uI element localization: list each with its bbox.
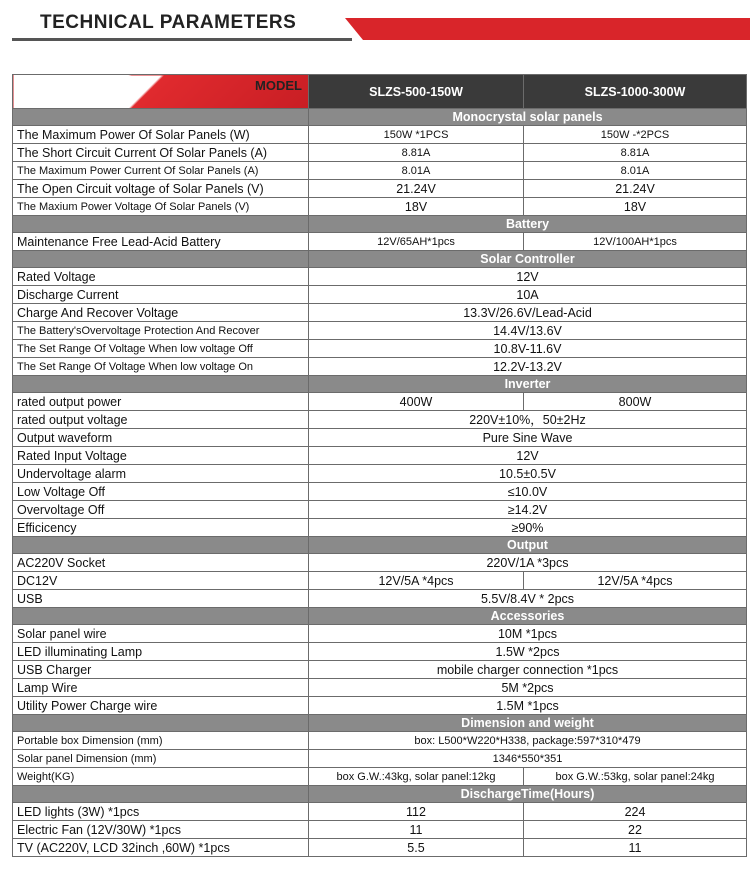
table-row <box>13 304 747 322</box>
row-label: Low Voltage Off <box>13 483 309 501</box>
table-row <box>13 144 747 162</box>
table-row <box>13 590 747 608</box>
row-value-1: 400W <box>309 393 524 411</box>
model-2-header: SLZS-1000-300W <box>524 75 747 109</box>
row-value-1: 18V <box>309 198 524 216</box>
section-header <box>13 786 747 803</box>
table-row <box>13 322 747 340</box>
table-row <box>13 233 747 251</box>
row-label: Efficicency <box>13 519 309 537</box>
row-value-2: 8.81A <box>524 144 747 162</box>
row-label: USB Charger <box>13 661 309 679</box>
model-1-header: SLZS-500-150W <box>309 75 524 109</box>
row-value: 5.5V/8.4V * 2pcs <box>309 590 747 608</box>
section-header <box>13 715 747 732</box>
row-value-1: 12V/65AH*1pcs <box>309 233 524 251</box>
table-row <box>13 803 747 821</box>
row-value: 13.3V/26.6V/Lead-Acid <box>309 304 747 322</box>
section-title-output: Output <box>309 537 747 554</box>
row-value-2: 12V/5A *4pcs <box>524 572 747 590</box>
table-row <box>13 198 747 216</box>
row-value-1: 11 <box>309 821 524 839</box>
row-label: The Open Circuit voltage of Solar Panels (V) <box>13 180 309 198</box>
row-label: Solar panel wire <box>13 625 309 643</box>
row-label: Discharge Current <box>13 286 309 304</box>
row-label: Output waveform <box>13 429 309 447</box>
row-value: 5M *2pcs <box>309 679 747 697</box>
table-row <box>13 162 747 180</box>
row-value-2: 22 <box>524 821 747 839</box>
table-row <box>13 465 747 483</box>
row-value-2: 11 <box>524 839 747 857</box>
row-label: TV (AC220V, LCD 32inch ,60W) *1pcs <box>13 839 309 857</box>
row-label: Rated Voltage <box>13 268 309 286</box>
row-label: USB <box>13 590 309 608</box>
row-value: ≥14.2V <box>309 501 747 519</box>
table-row <box>13 554 747 572</box>
table-row <box>13 501 747 519</box>
section-title-dimension: Dimension and weight <box>309 715 747 732</box>
row-value-2: 224 <box>524 803 747 821</box>
row-label: The Maximum Power Current Of Solar Panels (A) <box>13 162 309 180</box>
model-label: MODEL <box>255 78 302 93</box>
row-label: rated output voltage <box>13 411 309 429</box>
row-label: AC220V Socket <box>13 554 309 572</box>
table-row <box>13 126 747 144</box>
row-value: 10A <box>309 286 747 304</box>
row-label: LED lights (3W) *1pcs <box>13 803 309 821</box>
row-label: The Set Range Of Voltage When low voltage On <box>13 358 309 376</box>
section-title-inverter: Inverter <box>309 376 747 393</box>
table-row <box>13 180 747 198</box>
table-row <box>13 679 747 697</box>
table-row <box>13 661 747 679</box>
row-label: Rated Input Voltage <box>13 447 309 465</box>
row-value-2: 12V/100AH*1pcs <box>524 233 747 251</box>
row-label: Maintenance Free Lead-Acid Battery <box>13 233 309 251</box>
section-header <box>13 376 747 393</box>
table-row <box>13 768 747 786</box>
section-header <box>13 216 747 233</box>
specification-label: SPECIFICATION <box>23 90 123 105</box>
row-value: 14.4V/13.6V <box>309 322 747 340</box>
spec-table <box>12 74 747 857</box>
row-value: 10M *1pcs <box>309 625 747 643</box>
row-label: Charge And Recover Voltage <box>13 304 309 322</box>
section-title-discharge: DischargeTime(Hours) <box>309 786 747 803</box>
row-label: Utility Power Charge wire <box>13 697 309 715</box>
table-row <box>13 340 747 358</box>
row-label: The Maxium Power Voltage Of Solar Panels (V) <box>13 198 309 216</box>
table-row <box>13 286 747 304</box>
row-value: 12V <box>309 268 747 286</box>
page-title: TECHNICAL PARAMETERS <box>40 12 297 33</box>
section-title-controller: Solar Controller <box>309 251 747 268</box>
row-label: Portable box Dimension (mm) <box>13 732 309 750</box>
row-value: 10.5±0.5V <box>309 465 747 483</box>
table-row <box>13 447 747 465</box>
row-value: 220V/1A *3pcs <box>309 554 747 572</box>
row-label: The Maximum Power Of Solar Panels (W) <box>13 126 309 144</box>
section-header <box>13 251 747 268</box>
row-value: 10.8V-11.6V <box>309 340 747 358</box>
table-row <box>13 358 747 376</box>
row-value: 1.5M *1pcs <box>309 697 747 715</box>
row-value-2: 800W <box>524 393 747 411</box>
row-value-1: 112 <box>309 803 524 821</box>
row-value-1: 8.81A <box>309 144 524 162</box>
row-label: DC12V <box>13 572 309 590</box>
table-row <box>13 750 747 768</box>
table-row <box>13 268 747 286</box>
row-label: LED illuminating Lamp <box>13 643 309 661</box>
row-value: ≥90% <box>309 519 747 537</box>
row-value-1: 21.24V <box>309 180 524 198</box>
row-value: ≤10.0V <box>309 483 747 501</box>
table-row <box>13 697 747 715</box>
table-row <box>13 839 747 857</box>
table-row <box>13 429 747 447</box>
row-label: Lamp Wire <box>13 679 309 697</box>
red-accent-bar <box>345 18 750 40</box>
row-value-2: 21.24V <box>524 180 747 198</box>
table-row <box>13 519 747 537</box>
row-value-1: 12V/5A *4pcs <box>309 572 524 590</box>
row-value: 1346*550*351 <box>309 750 747 768</box>
table-row <box>13 572 747 590</box>
table-row <box>13 483 747 501</box>
table-row <box>13 643 747 661</box>
row-value-1: 8.01A <box>309 162 524 180</box>
row-value-1: box G.W.:43kg, solar panel:12kg <box>309 768 524 786</box>
section-header <box>13 537 747 554</box>
section-header <box>13 109 747 126</box>
section-title-battery: Battery <box>309 216 747 233</box>
row-value: box: L500*W220*H338, package:597*310*479 <box>309 732 747 750</box>
row-label: The Battery'sOvervoltage Protection And Recover <box>13 322 309 340</box>
row-value-2: 150W -*2PCS <box>524 126 747 144</box>
row-label: Solar panel Dimension (mm) <box>13 750 309 768</box>
title-underline <box>12 38 352 41</box>
section-title-panels: Monocrystal solar panels <box>309 109 747 126</box>
row-value: Pure Sine Wave <box>309 429 747 447</box>
table-row <box>13 625 747 643</box>
row-label: Weight(KG) <box>13 768 309 786</box>
page-banner <box>0 0 750 50</box>
row-label: Electric Fan (12V/30W) *1pcs <box>13 821 309 839</box>
row-value: 12V <box>309 447 747 465</box>
row-label: The Short Circuit Current Of Solar Panels (A) <box>13 144 309 162</box>
table-row <box>13 393 747 411</box>
section-header <box>13 608 747 625</box>
row-label: Overvoltage Off <box>13 501 309 519</box>
row-value-2: 18V <box>524 198 747 216</box>
row-value-1: 5.5 <box>309 839 524 857</box>
row-value: 1.5W *2pcs <box>309 643 747 661</box>
spec-model-corner <box>13 75 309 109</box>
section-title-accessories: Accessories <box>309 608 747 625</box>
table-row <box>13 732 747 750</box>
row-label: rated output power <box>13 393 309 411</box>
row-value-2: 8.01A <box>524 162 747 180</box>
row-value: 220V±10%，50±2Hz <box>309 411 747 429</box>
row-value-2: box G.W.:53kg, solar panel:24kg <box>524 768 747 786</box>
row-value-1: 150W *1PCS <box>309 126 524 144</box>
row-value: mobile charger connection *1pcs <box>309 661 747 679</box>
table-row <box>13 821 747 839</box>
table-row <box>13 411 747 429</box>
row-value: 12.2V-13.2V <box>309 358 747 376</box>
row-label: Undervoltage alarm <box>13 465 309 483</box>
table-header-row <box>13 75 747 109</box>
row-label: The Set Range Of Voltage When low voltage Off <box>13 340 309 358</box>
